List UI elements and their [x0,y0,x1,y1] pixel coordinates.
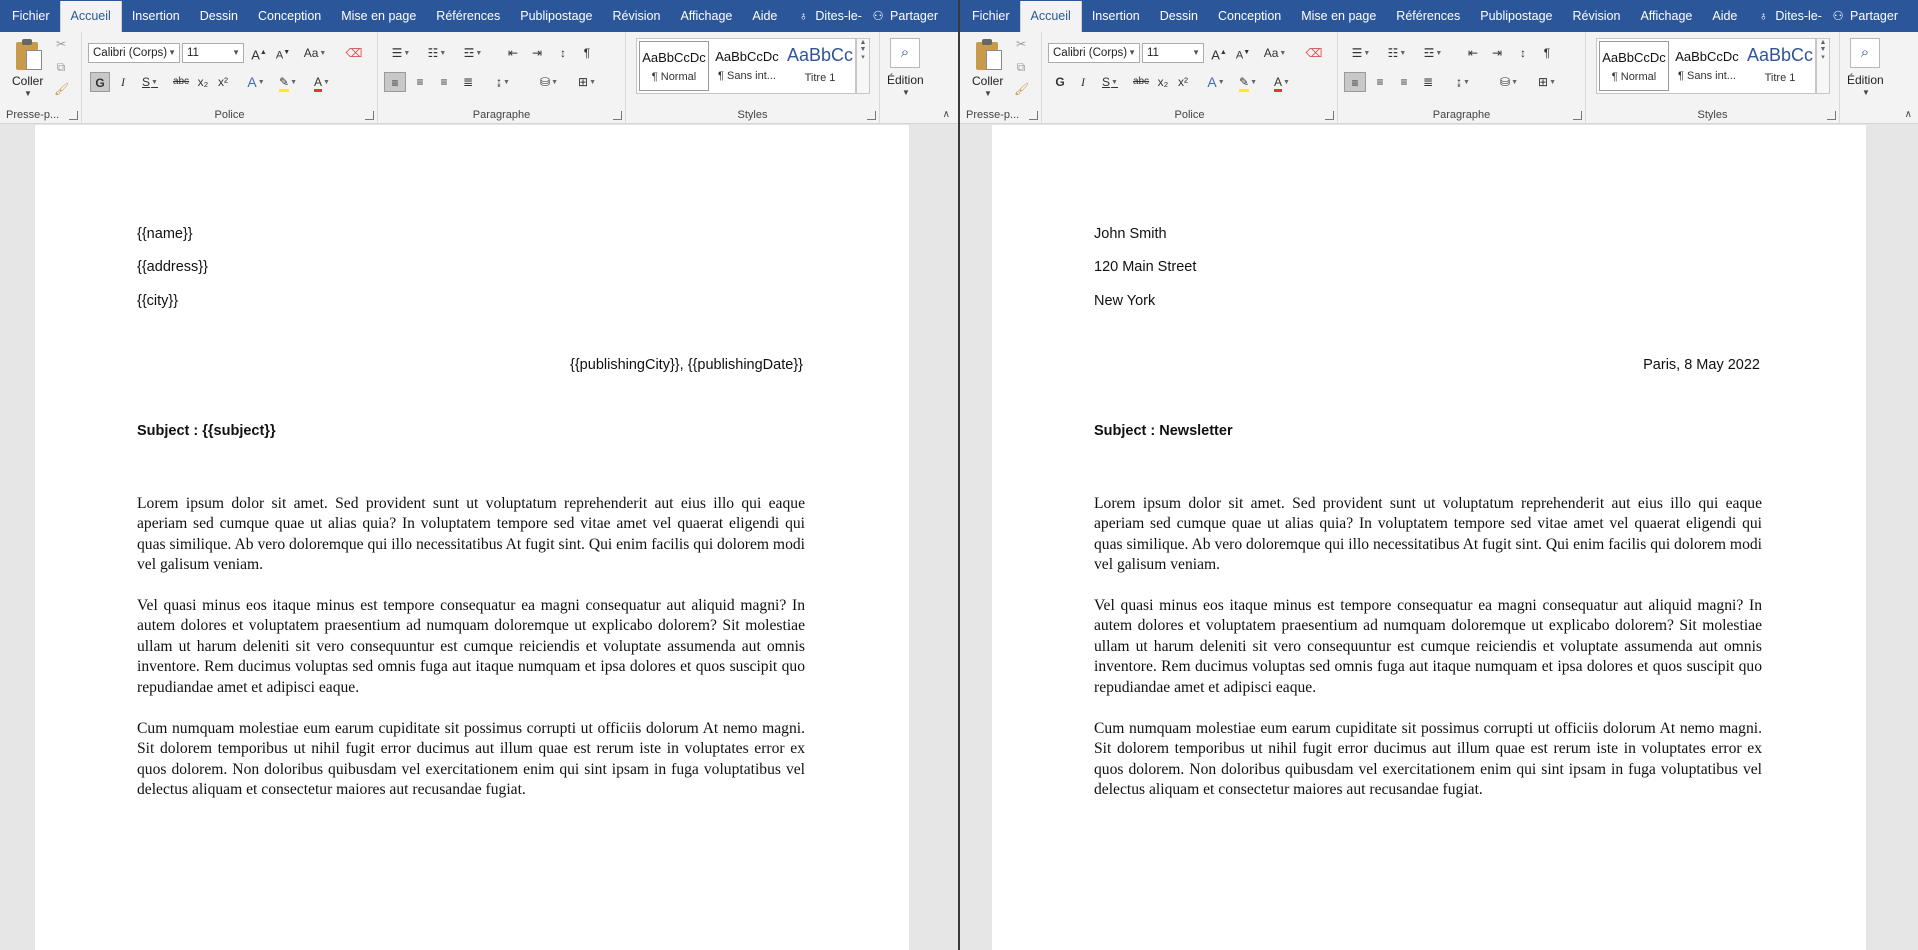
multilevel-list-icon: ☲ [463,46,475,60]
tab-publipostage[interactable]: Publipostage [520,9,593,23]
borders-button[interactable]: ⊞▼ [1538,75,1556,89]
highlighter-icon: ✎ [1239,75,1249,92]
clipboard-launcher-icon[interactable] [69,111,78,120]
paste-icon[interactable] [14,38,44,72]
tab-dessin[interactable]: Dessin [199,9,238,23]
tab-insertion[interactable]: Insertion [1091,9,1140,23]
lightbulb-icon: ♁ [1758,9,1769,23]
document-page[interactable] [992,125,1866,950]
tell-me-label: Dites-le- [815,9,862,23]
change-case-button[interactable]: Aa▼ [303,46,327,60]
align-center-icon[interactable]: ≡ [416,75,424,89]
shrink-font-label: A [275,49,284,62]
font-group-label: Police [1174,109,1205,121]
styles-group-label: Styles [737,109,768,121]
editing-group [880,32,958,124]
style-heading-1-name: Titre 1 [804,72,836,84]
tab-references[interactable]: Références [1396,9,1461,23]
editing-dropdown-icon[interactable]: ▼ [902,88,910,97]
bullet-list-icon: ☰ [391,46,403,60]
paragraph-group-label: Paragraphe [1432,109,1491,121]
recipient-address: 120 Main Street [1094,259,1197,275]
italic-button[interactable]: I [1081,75,1085,89]
multilevel-list-button[interactable]: ☲▼ [1423,46,1443,60]
decrease-indent-icon[interactable]: ⇤ [507,46,519,60]
align-right-icon[interactable]: ≡ [440,75,448,89]
font-size-select[interactable] [182,43,244,63]
clear-formatting-icon[interactable]: ⌫ [1305,46,1323,60]
line-spacing-icon: ↨ [496,75,503,89]
paste-dropdown-icon[interactable]: ▼ [24,89,32,98]
underline-button[interactable]: S▼ [1102,75,1118,89]
cut-icon[interactable]: ✂ [1015,37,1027,51]
search-icon[interactable]: ⌕ [890,38,920,68]
font-size-value: 11 [1147,47,1159,59]
tab-insertion[interactable]: Insertion [131,9,180,23]
recipient-name: John Smith [1094,226,1167,242]
justify-icon[interactable]: ≣ [1422,75,1434,89]
tab-affichage[interactable]: Affichage [1640,9,1693,23]
font-group [82,32,378,124]
paint-bucket-icon: ⛁ [1500,75,1511,89]
paste-label[interactable]: Coller [12,74,44,88]
paragraph-group [1338,32,1586,124]
styles-gallery [636,38,856,94]
styles-group-label: Styles [1697,109,1728,121]
tab-fichier[interactable]: Fichier [12,9,50,23]
recipient-city: {{city}} [137,293,179,309]
share-button[interactable] [1822,0,1908,32]
style-normal[interactable] [639,41,709,91]
ribbon-tabs [0,0,958,32]
tab-aide[interactable]: Aide [752,9,778,23]
decrease-indent-icon[interactable]: ⇤ [1467,46,1479,60]
style-normal-sample: AaBbCcDc [1602,50,1666,65]
tell-me-label: Dites-le- [1775,9,1822,23]
grow-font-label: A [251,47,260,63]
shrink-font-button[interactable]: A▼ [1235,49,1251,62]
editing-group [1840,32,1918,124]
style-heading-1[interactable] [1745,41,1815,91]
sort-icon[interactable]: ↕ [1520,46,1526,60]
paste-dropdown-icon[interactable]: ▼ [984,89,992,98]
styles-group [1586,32,1840,124]
person-icon: ⚇ [872,9,884,23]
styles-gallery [1596,38,1816,94]
tell-me-box[interactable] [787,0,872,32]
collapse-ribbon-icon[interactable]: ∧ [1904,109,1912,120]
font-name-value: Calibri (Corps) [93,47,168,59]
body-paragraph-2: Vel quasi minus eos itaque minus est tempore consequatur ea magni consequatur aut aliquid magni? In autem dolores et voluptatem praesentium ad numquam doloremque ut explicabo dolorem? Sit molestiae ullam ut harum deleniti sit vero consequuntur est cumque reiciendis et voluptate assumenda aut omnis inventore. Rem ducimus voluptas sed omnis fuga aut itaque numquam et ipsa dolores et quos suscipit quo repudiandae amet et adipisci eaque. [1094,597,1762,696]
bullets-button[interactable]: ☰▼ [391,46,411,60]
text-effects-button[interactable]: A▼ [247,74,265,90]
publishing-place-date: {{publishingCity}}, {{publishingDate}} [570,357,803,373]
numbering-button[interactable]: ☷▼ [1387,46,1407,60]
style-no-spacing-name: ¶ Sans int... [1678,70,1736,82]
copy-icon[interactable]: ⧉ [56,60,66,74]
numbered-list-icon: ☷ [1387,46,1399,60]
underline-label: S [142,75,151,89]
paragraph-group [378,32,626,124]
strikethrough-button[interactable]: abc [172,76,190,87]
style-heading-1-name: Titre 1 [1764,72,1796,84]
style-no-spacing-name: ¶ Sans int... [718,70,776,82]
align-left-icon[interactable]: ≡ [384,72,406,92]
recipient-address: {{address}} [137,259,208,275]
ribbon [960,32,1918,124]
underline-label: S [1102,75,1111,89]
show-formatting-button[interactable]: ¶ [583,46,591,60]
person-icon: ⚇ [1832,9,1844,23]
letter-subject: Subject : Newsletter [1094,423,1233,439]
style-no-spacing[interactable] [1672,41,1742,91]
font-launcher-icon[interactable] [365,111,374,120]
editing-dropdown-icon[interactable]: ▼ [1862,88,1870,97]
underline-button[interactable]: S▼ [142,75,158,89]
multilevel-list-icon: ☲ [1423,46,1435,60]
highlight-button[interactable]: ✎▼ [1234,72,1262,92]
paragraph-launcher-icon[interactable] [1573,111,1582,120]
increase-indent-icon[interactable]: ⇥ [531,46,543,60]
borders-button[interactable]: ⊞▼ [578,75,596,89]
word-window-template [0,0,958,950]
style-normal-name: ¶ Normal [1611,71,1657,83]
share-label: Partager [1850,9,1898,23]
font-group [1042,32,1338,124]
tab-revision[interactable]: Révision [1572,9,1621,23]
styles-launcher-icon[interactable] [1827,111,1836,120]
grow-font-button[interactable]: A▲ [251,47,267,63]
grow-font-button[interactable]: A▲ [1211,47,1227,63]
shading-button[interactable]: ⛁▼ [540,75,558,89]
font-color-button[interactable]: A▼ [1268,72,1296,92]
font-color-label: A [1274,75,1282,92]
chevron-down-icon: ▼ [1128,48,1136,57]
ribbon-tabs [960,0,1918,32]
italic-button[interactable]: I [121,75,125,89]
paint-bucket-icon: ⛁ [540,75,551,89]
shrink-font-button[interactable]: A▼ [275,49,291,62]
tab-conception[interactable]: Conception [257,9,322,23]
text-effects-label: A [247,74,257,90]
publishing-place-date: Paris, 8 May 2022 [1643,357,1760,373]
editing-label[interactable]: Édition [887,73,924,87]
increase-indent-icon[interactable]: ⇥ [1491,46,1503,60]
body-paragraph-3: Cum numquam molestiae eum earum cupiditate sit possimus corrupti ut officiis dolorum At nemo magni. Sit dolorem temporibus ut nihil fugit error ducimus aut illum quae est rerum iste in voluptates error ex quos dolorem. Non doloribus quibusdam vel exercitationem enim qui sint ipsam in fuga voluptatibus vel delectus aliquam et consectetur maiores aut recusandae fugiat. [1094,720,1762,799]
bullet-list-icon: ☰ [1351,46,1363,60]
recipient-name: {{name}} [137,226,193,242]
chevron-down-icon: ▼ [1192,48,1200,57]
subscript-button[interactable]: x₂ [197,75,209,89]
borders-icon: ⊞ [1538,75,1549,89]
highlighter-icon: ✎ [279,75,289,92]
body-paragraph-3: Cum numquam molestiae eum earum cupiditate sit possimus corrupti ut officiis dolorum At nemo magni. Sit dolorem temporibus ut nihil fugit error ducimus aut illum quae est rerum iste in voluptates error ex quos dolorem. Non doloribus quibusdam vel exercitationem enim qui sint ipsam in fuga voluptatibus vel delectus aliquam et consectetur maiores aut recusandae fugiat. [137,720,805,799]
show-formatting-button[interactable]: ¶ [1543,46,1551,60]
font-size-select[interactable] [1142,43,1204,63]
style-heading-1[interactable] [785,41,855,91]
shading-button[interactable]: ⛁▼ [1500,75,1518,89]
style-no-spacing[interactable] [712,41,782,91]
clipboard-group-label: Presse-p... [6,109,60,121]
tab-mise-en-page[interactable]: Mise en page [341,9,417,23]
clipboard-group [960,32,1042,124]
tab-accueil[interactable]: Accueil [1020,1,1082,33]
numbered-list-icon: ☷ [427,46,439,60]
ribbon [0,32,958,124]
tab-fichier[interactable]: Fichier [972,9,1010,23]
font-group-label: Police [214,109,245,121]
tell-me-box[interactable] [1747,0,1832,32]
align-right-icon[interactable]: ≡ [1400,75,1408,89]
line-spacing-button[interactable]: ↨▼ [496,75,510,89]
paste-icon[interactable] [974,38,1004,72]
change-case-label: Aa [303,46,319,60]
text-effects-button[interactable]: A▼ [1207,74,1225,90]
share-label: Partager [890,9,938,23]
font-color-label: A [314,75,322,92]
word-window-merged [958,0,1918,950]
tab-publipostage[interactable]: Publipostage [1480,9,1553,23]
cut-icon[interactable]: ✂ [55,37,67,51]
style-normal-name: ¶ Normal [651,71,697,83]
style-normal[interactable] [1599,41,1669,91]
clear-formatting-icon[interactable]: ⌫ [345,46,363,60]
tab-affichage[interactable]: Affichage [680,9,733,23]
strikethrough-button[interactable]: abc [1132,76,1150,87]
document-page[interactable] [35,125,909,950]
superscript-button[interactable]: x² [218,75,228,89]
subscript-button[interactable]: x₂ [1157,75,1169,89]
font-name-select[interactable] [88,43,180,63]
justify-icon[interactable]: ≣ [462,75,474,89]
numbering-button[interactable]: ☷▼ [427,46,447,60]
bold-button[interactable]: G [90,72,110,92]
document-area[interactable] [960,125,1918,950]
style-normal-sample: AaBbCcDc [642,50,706,65]
sort-icon[interactable]: ↕ [560,46,566,60]
tab-conception[interactable]: Conception [1217,9,1282,23]
recipient-city: New York [1094,293,1156,309]
align-left-icon[interactable]: ≡ [1344,72,1366,92]
tab-references[interactable]: Références [436,9,501,23]
bullets-button[interactable]: ☰▼ [1351,46,1371,60]
tab-dessin[interactable]: Dessin [1159,9,1198,23]
body-paragraph-1: Lorem ipsum dolor sit amet. Sed provident sunt ut voluptatum reprehenderit aut eius illo qui eaque aperiam sed cumque quae ut alias quia? In voluptatem tempore sed vitae amet vel quaerat eligendi qui quas similique. Ab vero doloremque qui illo necessitatibus At fugit sint. Qui enim facilis qui dolorem modi vel galisum veniam. [1094,495,1762,574]
collapse-ribbon-icon[interactable]: ∧ [942,109,950,120]
chevron-down-icon: ▼ [232,48,240,57]
superscript-button[interactable]: x² [1178,75,1188,89]
paragraph-group-label: Paragraphe [472,109,531,121]
paste-label[interactable]: Coller [972,74,1004,88]
clipboard-group [0,32,82,124]
copy-icon[interactable]: ⧉ [1016,60,1026,74]
font-name-value: Calibri (Corps) [1053,47,1128,59]
font-color-button[interactable]: A▼ [308,72,336,92]
search-icon[interactable]: ⌕ [1850,38,1880,68]
style-heading-1-sample: AaBbCc [1746,45,1814,65]
style-heading-1-sample: AaBbCc [786,45,854,65]
format-painter-icon[interactable]: 🖌 [54,82,70,96]
styles-scroll[interactable]: ▲ ▼ ▾ [856,38,870,94]
chevron-down-icon: ▼ [168,48,176,57]
styles-scroll[interactable]: ▲ ▼ ▾ [1816,38,1830,94]
font-size-value: 11 [187,47,199,59]
document-area[interactable] [0,125,958,950]
clipboard-group-label: Presse-p... [966,109,1020,121]
change-case-label: Aa [1263,46,1279,60]
bold-button[interactable]: G [1055,75,1065,89]
shrink-font-label: A [1235,49,1244,62]
editing-label[interactable]: Édition [1847,73,1884,87]
tab-aide[interactable]: Aide [1712,9,1738,23]
font-name-select[interactable] [1048,43,1140,63]
change-case-button[interactable]: Aa▼ [1263,46,1287,60]
highlight-button[interactable]: ✎▼ [274,72,302,92]
paragraph-launcher-icon[interactable] [613,111,622,120]
font-launcher-icon[interactable] [1325,111,1334,120]
format-painter-icon[interactable]: 🖌 [1014,82,1030,96]
style-no-spacing-sample: AaBbCcDc [715,49,779,64]
lightbulb-icon: ♁ [798,9,809,23]
letter-subject: Subject : {{subject}} [137,423,276,439]
body-paragraph-2: Vel quasi minus eos itaque minus est tempore consequatur ea magni consequatur aut aliquid magni? In autem dolores et voluptatem praesentium ad numquam doloremque ut explicabo dolorem? Sit molestiae ullam ut harum deleniti sit vero consequuntur est cumque reiciendis et voluptate assumenda aut omnis inventore. Rem ducimus voluptas sed omnis fuga aut itaque numquam et ipsa dolores et quos suscipit quo repudiandae amet et adipisci eaque. [137,597,805,696]
text-effects-label: A [1207,74,1217,90]
grow-font-label: A [1211,47,1220,63]
borders-icon: ⊞ [578,75,589,89]
line-spacing-icon: ↨ [1456,75,1463,89]
body-paragraph-1: Lorem ipsum dolor sit amet. Sed provident sunt ut voluptatum reprehenderit aut eius illo qui eaque aperiam sed cumque quae ut alias quia? In voluptatem tempore sed vitae amet vel quaerat eligendi qui quas similique. Ab vero doloremque qui illo necessitatibus At fugit sint. Qui enim facilis qui dolorem modi vel galisum veniam. [137,495,805,574]
styles-launcher-icon[interactable] [867,111,876,120]
align-center-icon[interactable]: ≡ [1376,75,1384,89]
tab-revision[interactable]: Révision [612,9,661,23]
multilevel-list-button[interactable]: ☲▼ [463,46,483,60]
line-spacing-button[interactable]: ↨▼ [1456,75,1470,89]
tab-mise-en-page[interactable]: Mise en page [1301,9,1377,23]
share-button[interactable] [862,0,948,32]
style-no-spacing-sample: AaBbCcDc [1675,49,1739,64]
tab-accueil[interactable]: Accueil [60,1,122,33]
styles-group [626,32,880,124]
clipboard-launcher-icon[interactable] [1029,111,1038,120]
